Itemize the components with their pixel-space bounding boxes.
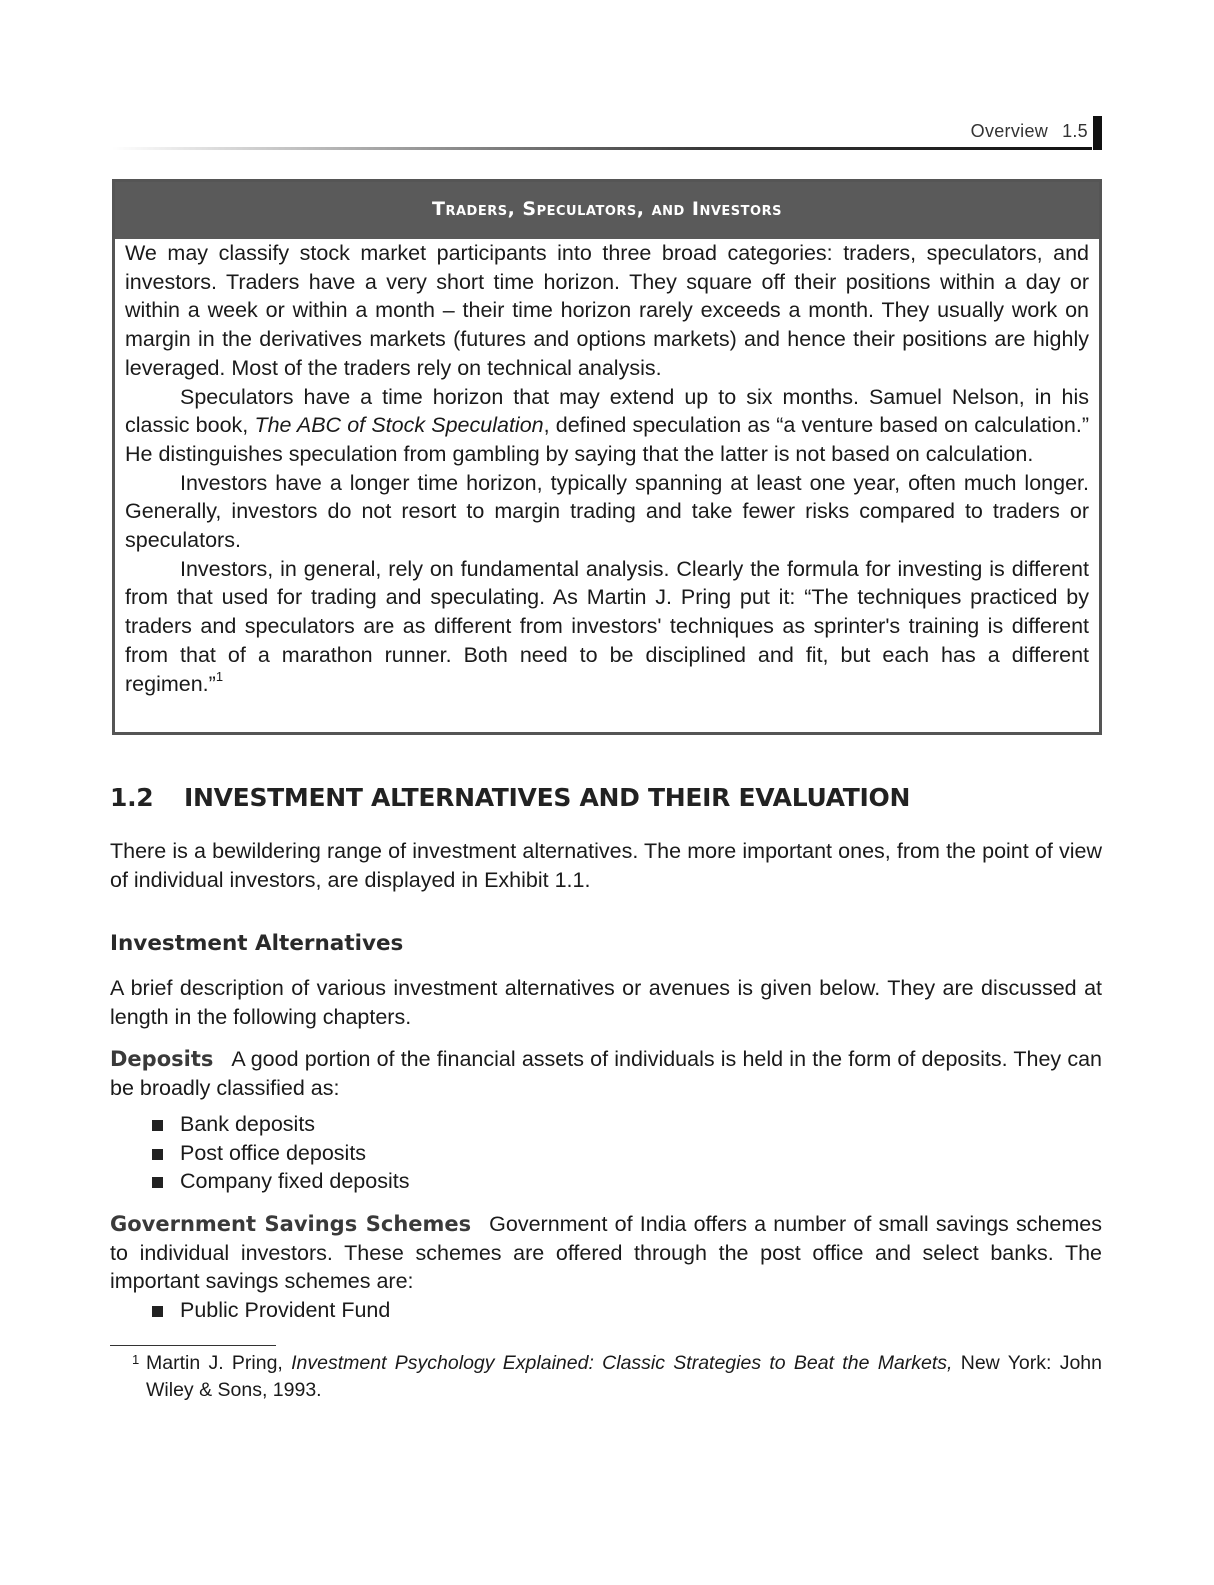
gov-schemes-label: Government Savings Schemes <box>110 1212 472 1236</box>
list-item-text: Public Provident Fund <box>180 1298 391 1322</box>
box-p2-text-b: , defined speculation as “a venture based on calculation.” He distinguishes speculation from gambling by saying that the latter is not based on calculation. <box>125 413 1089 466</box>
list-item <box>152 1110 409 1139</box>
box-title: Traders, Speculators, and Investors <box>115 182 1099 239</box>
section-title: INVESTMENT ALTERNATIVES AND THEIR EVALUATION <box>184 783 911 812</box>
deposit-list <box>152 1110 409 1196</box>
page-number: 1.5 <box>1062 121 1088 141</box>
book-title: The ABC of Stock Speculation <box>254 413 544 438</box>
box-p2-text-a: Speculators have a time horizon that may extend up to six months. Samuel Nelson, in his classic book, <box>125 384 1089 438</box>
list-item <box>152 1296 390 1325</box>
list-item-text: Bank deposits <box>180 1112 316 1136</box>
footnote-text <box>146 1350 1102 1404</box>
box-paragraph-3: Investors have a longer time horizon, typically spanning at least one year, often much longer. Generally, investors do not resort to margin trading and take fewer risks compared to traders or speculators. <box>125 470 1089 553</box>
list-item-text: Post office deposits <box>180 1140 367 1165</box>
box-paragraph-1: We may classify stock market participants into three broad categories: traders, speculators, and investors. Traders have a very short time horizon. They square off their positions within a day or within a week or within a month – their time horizon rarely exceeds a month. They usually work on margin in the derivatives markets (futures and options markets) and hence their positions are highly leveraged. Most of the traders rely on technical analysis. <box>125 241 1089 380</box>
deposits-label: Deposits <box>110 1047 214 1071</box>
section-number: 1.2 <box>110 783 154 812</box>
header-section: Overview <box>970 121 1049 141</box>
running-header <box>112 116 1102 150</box>
sidebar-box <box>112 179 1102 735</box>
gov-schemes-text: Government of India offers a number of small savings schemes to individual investors. These schemes are offered through the post office and select banks. The important savings schemes are: <box>110 1212 1102 1294</box>
gov-schemes-paragraph <box>110 1210 1102 1296</box>
footnote-book-title: Investment Psychology Explained: Classic Strategies to Beat the Markets, <box>291 1352 953 1374</box>
header-text <box>971 121 1088 142</box>
subsection-intro: A brief description of various investment alternatives or avenues is given below. They are discussed at length in the following chapters. <box>110 976 1102 1029</box>
footnote-mark: 1 <box>132 1352 140 1367</box>
section-heading <box>110 783 910 812</box>
box-body <box>115 239 1099 698</box>
section-intro: There is a bewildering range of investment alternatives. The more important ones, from the point of view of individual investors, are displayed in Exhibit 1.1. <box>110 839 1102 892</box>
bullet-square-icon <box>152 1120 163 1131</box>
bullet-square-icon <box>152 1149 163 1160</box>
list-item <box>152 1139 409 1168</box>
footnote <box>110 1350 1102 1404</box>
deposits-paragraph <box>110 1045 1102 1102</box>
bullet-square-icon <box>152 1306 163 1317</box>
box-p4-text: Investors, in general, rely on fundamental analysis. Clearly the formula for investing is different from that used for trading and speculating. As Martin J. Pring put it: “The techniques practiced by traders and speculators are as different from investors' techniques as sprinter's training is different from that of a marathon runner. Both need to be disciplined and fit, but each has a different regimen.” <box>125 556 1089 696</box>
gov-schemes-list <box>152 1296 390 1325</box>
bullet-square-icon <box>152 1177 163 1188</box>
subheading: Investment Alternatives <box>110 931 404 956</box>
list-item <box>152 1167 409 1196</box>
list-item-text: Company fixed deposits <box>180 1169 410 1194</box>
deposits-text: A good portion of the financial assets of individuals is held in the form of deposits. They can be broadly classified as: <box>110 1047 1102 1100</box>
box-paragraph-2 <box>125 383 1089 469</box>
footnote-author: Martin J. Pring, <box>146 1352 292 1374</box>
footnote-publisher: New York: John Wiley & Sons, 1993. <box>146 1352 1102 1401</box>
header-tab-bar <box>1093 116 1102 150</box>
box-paragraph-4 <box>125 555 1089 699</box>
footnote-ref: 1 <box>215 669 224 685</box>
header-rule <box>112 147 1092 150</box>
